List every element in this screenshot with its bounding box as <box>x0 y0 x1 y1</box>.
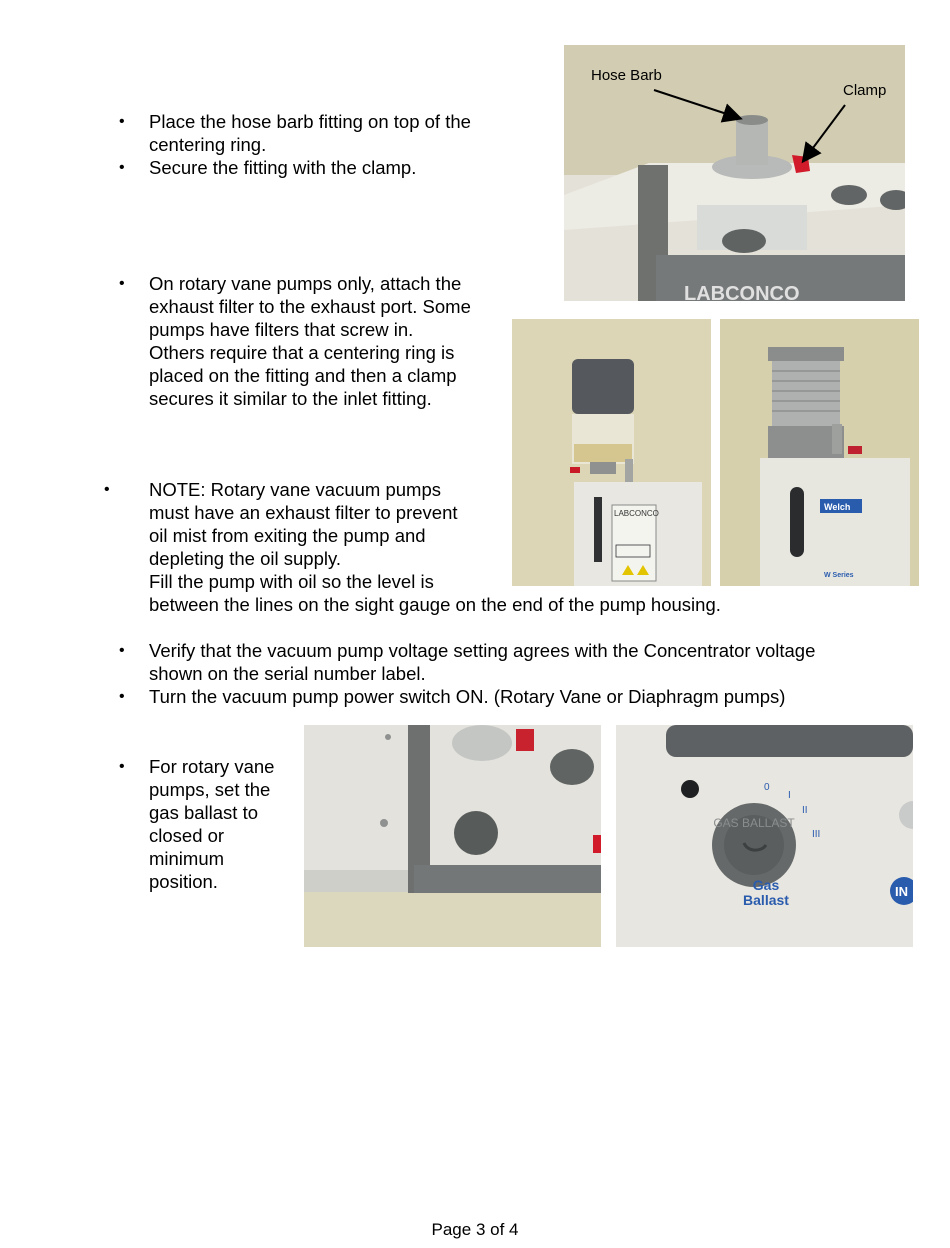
bullet-icon: • <box>119 159 125 176</box>
note-exhaust-oil <box>149 478 721 616</box>
bullet-icon: • <box>119 275 125 292</box>
pump-top-photo <box>304 725 601 947</box>
text-line: Verify that the vacuum pump voltage setting agrees with the Concentrator voltage <box>149 640 816 661</box>
bullet-icon: • <box>119 758 125 775</box>
instruction-hose-barb <box>149 110 471 156</box>
page-number: Page 3 of 4 <box>431 1220 519 1239</box>
text-line: For rotary vane <box>149 756 275 777</box>
text-line: On rotary vane pumps only, attach the <box>149 273 462 294</box>
gas-label: Gas <box>752 877 780 893</box>
labconco-logo: LABCONCO <box>684 283 800 301</box>
exhaust-filter-photo-right <box>720 319 919 586</box>
callout-clamp: Clamp <box>843 82 887 99</box>
text-line: closed or <box>149 825 225 846</box>
bullet-icon: • <box>119 113 125 130</box>
ballast-scale-0: 0 <box>764 782 770 793</box>
bullet-icon: • <box>119 688 125 705</box>
hose-barb-photo <box>564 45 905 301</box>
text-line: placed on the fitting and then a clamp <box>149 365 457 386</box>
bullet-icon: • <box>104 481 110 498</box>
text-line: Fill the pump with oil so the level is <box>149 571 434 592</box>
w-series-label: W Series <box>824 572 854 579</box>
text-line: secures it similar to the inlet fitting. <box>149 388 432 409</box>
text-line: pumps, set the <box>149 779 271 800</box>
text-line: depleting the oil supply. <box>149 548 341 569</box>
ballast-scale-1: I <box>788 790 791 801</box>
text-line: centering ring. <box>149 134 267 155</box>
labconco-label: LABCONCO <box>614 509 659 518</box>
instruction-power-on: Turn the vacuum pump power switch ON. (Rotary Vane or Diaphragm pumps) <box>149 686 786 707</box>
text-line: NOTE: Rotary vane vacuum pumps <box>149 479 441 500</box>
text-line: Others require that a centering ring is <box>149 342 455 363</box>
text-line: minimum <box>149 848 225 869</box>
callout-hose-barb: Hose Barb <box>591 67 662 84</box>
ballast-label: Ballast <box>743 892 789 908</box>
ballast-scale-2: II <box>802 805 808 816</box>
gas-ballast-knob-text: GAS BALLAST <box>713 816 795 830</box>
text-line: Place the hose barb fitting on top of the <box>149 111 471 132</box>
instruction-clamp: Secure the fitting with the clamp. <box>149 157 417 178</box>
welch-logo: Welch <box>824 502 851 512</box>
instruction-verify-voltage <box>149 639 815 685</box>
bullet-icon: • <box>119 642 125 659</box>
text-line: pumps have filters that screw in. <box>149 319 414 340</box>
text-line: exhaust filter to the exhaust port. Some <box>149 296 471 317</box>
text-line: gas ballast to <box>149 802 259 823</box>
text-line: shown on the serial number label. <box>149 663 426 684</box>
text-line: between the lines on the sight gauge on the end of the pump housing. <box>149 594 721 615</box>
text-line: position. <box>149 871 218 892</box>
ballast-scale-3: III <box>812 829 821 840</box>
instruction-gas-ballast <box>149 755 274 893</box>
in-badge: IN <box>895 884 908 899</box>
text-line: must have an exhaust filter to prevent <box>149 502 458 523</box>
text-line: oil mist from exiting the pump and <box>149 525 426 546</box>
instruction-exhaust-filter <box>149 272 471 410</box>
gas-ballast-photo <box>616 725 913 947</box>
